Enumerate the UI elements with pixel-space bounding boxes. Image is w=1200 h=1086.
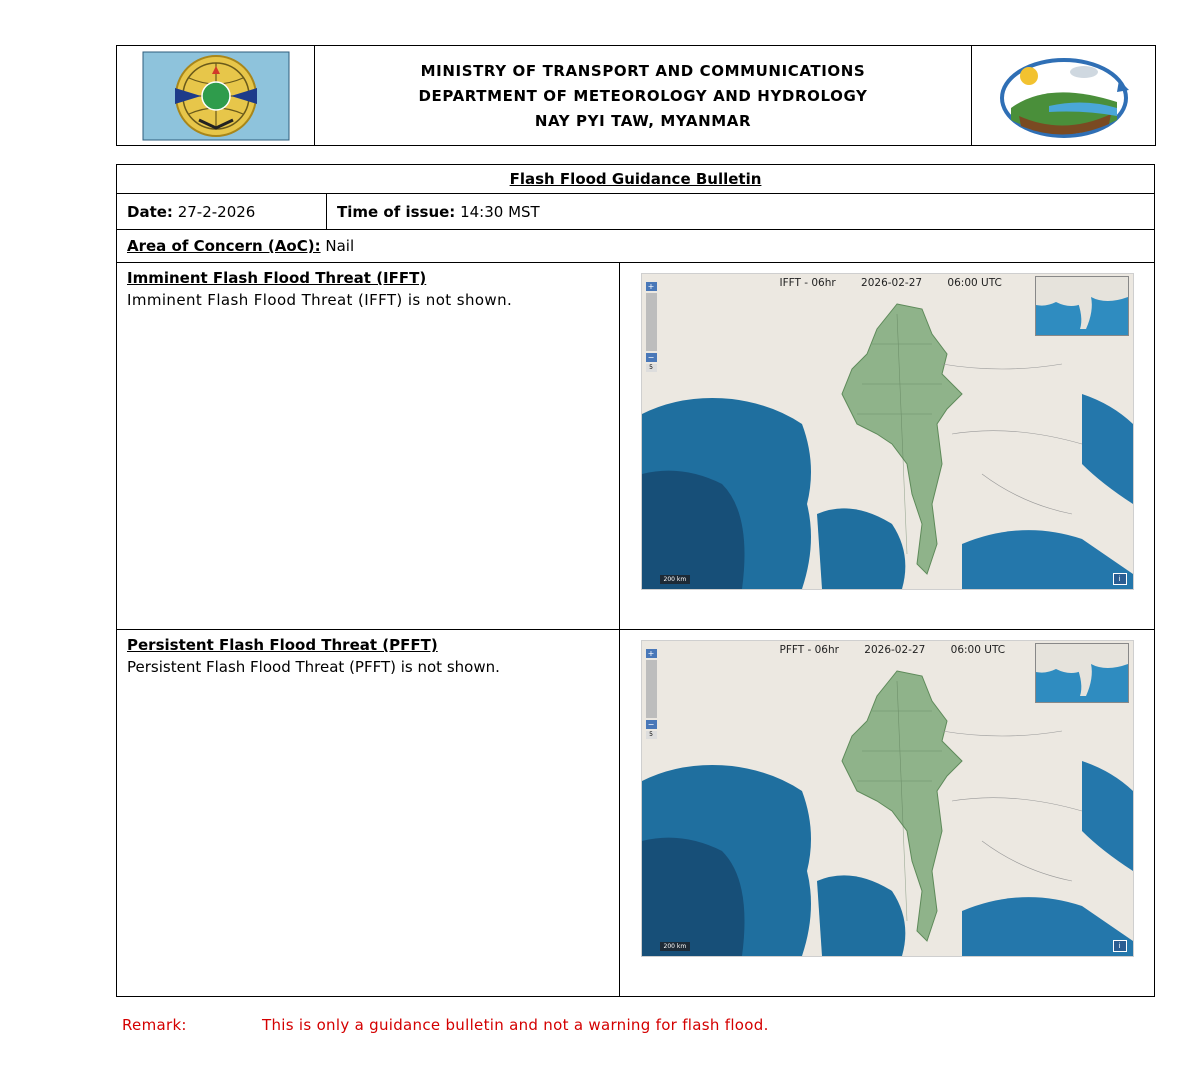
- time-label: Time of issue:: [337, 202, 456, 221]
- ifft-map-date: 2026-02-27: [861, 277, 923, 289]
- ifft-overview-inset[interactable]: [1035, 276, 1129, 336]
- pfft-section: [117, 630, 620, 997]
- ifft-map-cell: [620, 263, 1155, 630]
- ifft-map-product: IFFT - 06hr: [779, 277, 836, 289]
- ministry-name: MINISTRY OF TRANSPORT AND COMMUNICATIONS: [420, 61, 866, 80]
- pfft-scale-bar: 200 km: [660, 942, 691, 951]
- date-cell: [117, 194, 327, 230]
- ifft-map-header: [780, 277, 1024, 289]
- aoc-cell: [117, 230, 1155, 263]
- ifft-map-time: 06:00 UTC: [947, 277, 1002, 289]
- zoom-out-icon[interactable]: −: [646, 353, 657, 362]
- location-name: NAY PYI TAW, MYANMAR: [534, 111, 752, 130]
- ifft-map[interactable]: [641, 273, 1134, 590]
- bulletin-title: Flash Flood Guidance Bulletin: [117, 165, 1155, 194]
- department-name: DEPARTMENT OF METEOROLOGY AND HYDROLOGY: [418, 86, 868, 105]
- aoc-label: Area of Concern (AoC):: [127, 237, 321, 255]
- organization-block: [315, 46, 971, 145]
- pfft-overview-inset[interactable]: [1035, 643, 1129, 703]
- pfft-map-cell: [620, 630, 1155, 997]
- time-cell: [327, 194, 1155, 230]
- ministry-emblem-icon: [117, 46, 315, 145]
- aoc-value: Nail: [325, 237, 355, 255]
- zoom-in-icon[interactable]: +: [646, 282, 657, 291]
- hydrological-cycle-icon: [971, 46, 1155, 145]
- ifft-zoom-control[interactable]: [646, 282, 657, 372]
- pfft-map-time: 06:00 UTC: [950, 644, 1006, 656]
- bulletin-table: [116, 164, 1155, 997]
- remark-label: Remark:: [122, 1016, 187, 1034]
- ifft-section: [117, 263, 620, 630]
- pfft-zoom-control[interactable]: [646, 649, 657, 739]
- zoom-slider[interactable]: [646, 660, 657, 718]
- pfft-map-date: 2026-02-27: [864, 644, 926, 656]
- pfft-heading: Persistent Flash Flood Threat (PFFT): [127, 636, 438, 654]
- time-value: 14:30 MST: [460, 202, 540, 221]
- zoom-level-icon: 5: [646, 364, 657, 372]
- document-header: [116, 45, 1156, 146]
- info-icon[interactable]: i: [1113, 573, 1127, 585]
- zoom-in-icon[interactable]: +: [646, 649, 657, 658]
- ifft-scale-bar: 200 km: [660, 575, 691, 584]
- ifft-heading: Imminent Flash Flood Threat (IFFT): [127, 269, 427, 287]
- pfft-map[interactable]: [641, 640, 1134, 957]
- pfft-map-header: [780, 644, 1028, 656]
- zoom-level-icon: 5: [646, 731, 657, 739]
- remark: [122, 1016, 769, 1034]
- date-label: Date:: [127, 202, 173, 221]
- info-icon[interactable]: i: [1113, 940, 1127, 952]
- remark-text: This is only a guidance bulletin and not a warning for flash flood.: [262, 1016, 769, 1034]
- pfft-map-product: PFFT - 06hr: [779, 644, 839, 656]
- date-value: 27-2-2026: [177, 202, 256, 221]
- zoom-slider[interactable]: [646, 293, 657, 351]
- ifft-text: Imminent Flash Flood Threat (IFFT) is not shown.: [127, 291, 513, 309]
- pfft-text: Persistent Flash Flood Threat (PFFT) is not shown.: [127, 658, 500, 676]
- zoom-out-icon[interactable]: −: [646, 720, 657, 729]
